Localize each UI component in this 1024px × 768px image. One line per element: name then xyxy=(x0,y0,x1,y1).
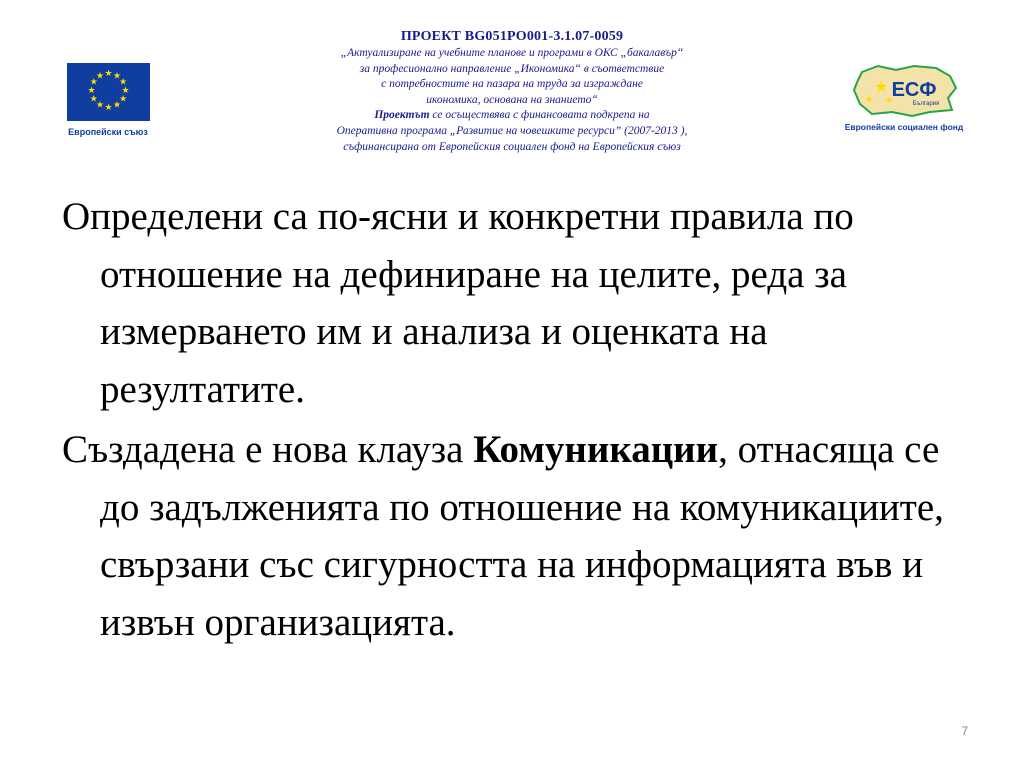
eu-logo-caption: Европейски съюз xyxy=(68,127,148,137)
header-line-1: „Актуализиране на учебните планове и програми в ОКС „бакалавър“ xyxy=(340,47,684,59)
svg-text:★: ★ xyxy=(112,100,122,111)
esf-emblem-text: ЕСФ xyxy=(891,79,937,101)
svg-text:★: ★ xyxy=(121,86,130,96)
esf-logo-caption: Европейски социален фонд xyxy=(844,122,964,132)
svg-text:★: ★ xyxy=(95,100,105,111)
body-paragraph-2 xyxy=(62,421,982,651)
header-line-2: за професионално направление „Икономика“ в съответствие xyxy=(359,62,665,75)
para2-after: , отнасяща се до задълженията по отношение на комуникациите, свързани със сигурността на информацията във и извън организацията. xyxy=(100,428,944,644)
esf-logo xyxy=(838,58,970,142)
header-line-4: икономика, основана на знанието“ xyxy=(426,93,598,106)
svg-text:★: ★ xyxy=(89,77,98,88)
svg-text:★: ★ xyxy=(87,86,96,96)
slide-body xyxy=(62,188,982,654)
esf-country-text: България xyxy=(912,101,940,107)
svg-text:★: ★ xyxy=(112,71,122,82)
para2-bold-term: Комуникации xyxy=(473,428,719,471)
eu-logo xyxy=(60,58,156,150)
body-paragraph-1: Определени са по-ясни и конкретни правила по отношение на дефиниране на целите, реда за измерването им и анализа и оценката на резултатите. xyxy=(62,195,854,411)
eu-stars-icon xyxy=(67,63,150,121)
svg-text:★: ★ xyxy=(89,94,98,105)
para2-before: Създадена е нова клауза xyxy=(62,428,474,471)
svg-text:★: ★ xyxy=(95,71,105,82)
eu-flag-icon xyxy=(67,63,150,121)
svg-text:★: ★ xyxy=(104,103,113,113)
bulgaria-map-icon xyxy=(838,58,970,120)
svg-text:★: ★ xyxy=(885,96,894,106)
page-number: 7 xyxy=(961,724,968,738)
svg-text:★: ★ xyxy=(104,69,113,79)
header-line-5-bold: Проектът xyxy=(374,109,430,122)
header-line-7: съфинансирана от Европейския социален фонд на Европейския съюз xyxy=(343,140,681,153)
header-line-3: с потребностите на пазара на труда за изграждане xyxy=(381,78,643,91)
svg-text:★: ★ xyxy=(119,77,128,88)
svg-text:★: ★ xyxy=(119,94,128,105)
project-title: ПРОЕКТ BG051PO001-3.1.07-0059 xyxy=(400,29,624,44)
svg-text:★: ★ xyxy=(874,77,889,96)
svg-text:★: ★ xyxy=(865,95,874,105)
header-line-5-rest: се осъществява с финансовата подкрепа на xyxy=(429,109,650,122)
header-line-6: Оперативна програма „Развитие на човешките ресурси” (2007-2013 ), xyxy=(336,124,688,137)
